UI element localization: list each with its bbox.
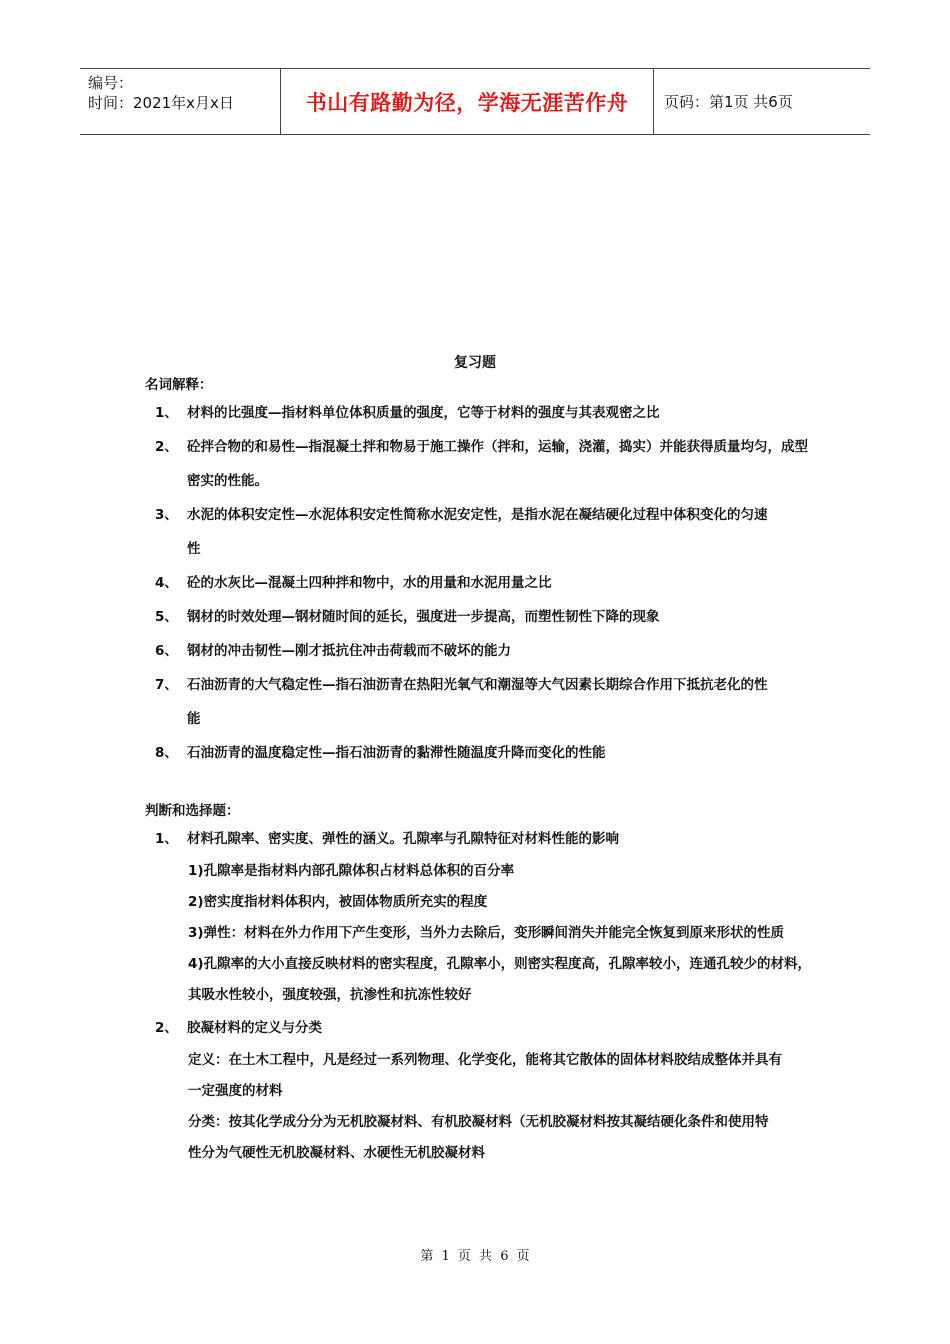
- document-body: [145, 374, 825, 1169]
- page-footer: 第 1 页 共 6 页: [420, 1249, 530, 1264]
- header-meta: [80, 69, 281, 134]
- motto: 书山有路勤为径，学海无涯苦作舟: [305, 90, 629, 115]
- section-label-questions: 判断和选择题：: [145, 803, 240, 819]
- question-subitem: 定义：在土木工程中，凡是经过一系列物理、化学变化，能将其它散体的固体材料胶结成整体并具有: [188, 1052, 782, 1068]
- question-subitem: 1)孔隙率是指材料内部孔隙体积占材料总体积的百分率: [188, 863, 515, 879]
- header-page-info: 页码：第1页 共6页: [664, 93, 793, 111]
- list-item: 7、 石油沥青的大气稳定性—指石油沥青在热阳光氧气和潮湿等大气因素长期综合作用下抵抗老化的性: [155, 677, 768, 693]
- question-subitem: 2)密实度指材料体积内，被固体物质所充实的程度: [188, 894, 488, 910]
- question-item: 2、 胶凝材料的定义与分类: [155, 1020, 322, 1036]
- time-label: 时间：2021年x月x日: [88, 94, 234, 112]
- list-item: 2、 砼拌合物的和易性—指混凝土拌和物易于施工操作（拌和，运输，浇灌，捣实）并能获得质量均匀，成型: [155, 439, 808, 455]
- list-item: 3、 水泥的体积安定性—水泥体积安定性简称水泥安定性，是指水泥在凝结硬化过程中体积变化的匀速: [155, 507, 768, 523]
- question-subitem: 4)孔隙率的大小直接反映材料的密实程度，孔隙率小，则密实程度高，孔隙率较小，连通孔较少的材料，: [188, 956, 812, 972]
- question-subitem: 性分为气硬性无机胶凝材料、水硬性无机胶凝材料: [188, 1145, 485, 1161]
- list-item-continuation: 能: [187, 711, 201, 727]
- question-subitem: 分类：按其化学成分分为无机胶凝材料、有机胶凝材料（无机胶凝材料按其凝结硬化条件和使用特: [188, 1114, 769, 1130]
- list-item: 4、 砼的水灰比—混凝土四种拌和物中，水的用量和水泥用量之比: [155, 575, 552, 591]
- question-subitem: 其吸水性较小，强度较强，抗渗性和抗冻性较好: [188, 987, 472, 1003]
- number-label: 编号：: [88, 74, 134, 92]
- question-subitem: 3)弹性：材料在外力作用下产生变形，当外力去除后，变形瞬间消失并能完全恢复到原来形状的性质: [188, 925, 785, 941]
- list-item-continuation: 密实的性能。: [187, 473, 268, 489]
- list-item: 5、 钢材的时效处理—钢材随时间的延长，强度进一步提高，而塑性韧性下降的现象: [155, 609, 660, 625]
- list-item: 8、 石油沥青的温度稳定性—指石油沥青的黏滞性随温度升降而变化的性能: [155, 745, 606, 761]
- section-label-definitions: 名词解释：: [145, 377, 213, 393]
- question-item: 1、 材料孔隙率、密实度、弹性的涵义。孔隙率与孔隙特征对材料性能的影响: [155, 831, 619, 847]
- list-item-continuation: 性: [187, 541, 201, 557]
- list-item: 1、 材料的比强度—指材料单位体积质量的强度，它等于材料的强度与其表观密之比: [155, 405, 660, 421]
- document-title: 复习题: [454, 355, 496, 371]
- question-subitem: 一定强度的材料: [188, 1083, 283, 1099]
- list-item: 6、 钢材的冲击韧性—刚才抵抗住冲击荷载而不破坏的能力: [155, 643, 511, 659]
- page-header: [80, 68, 870, 135]
- header-motto-cell: [281, 69, 654, 134]
